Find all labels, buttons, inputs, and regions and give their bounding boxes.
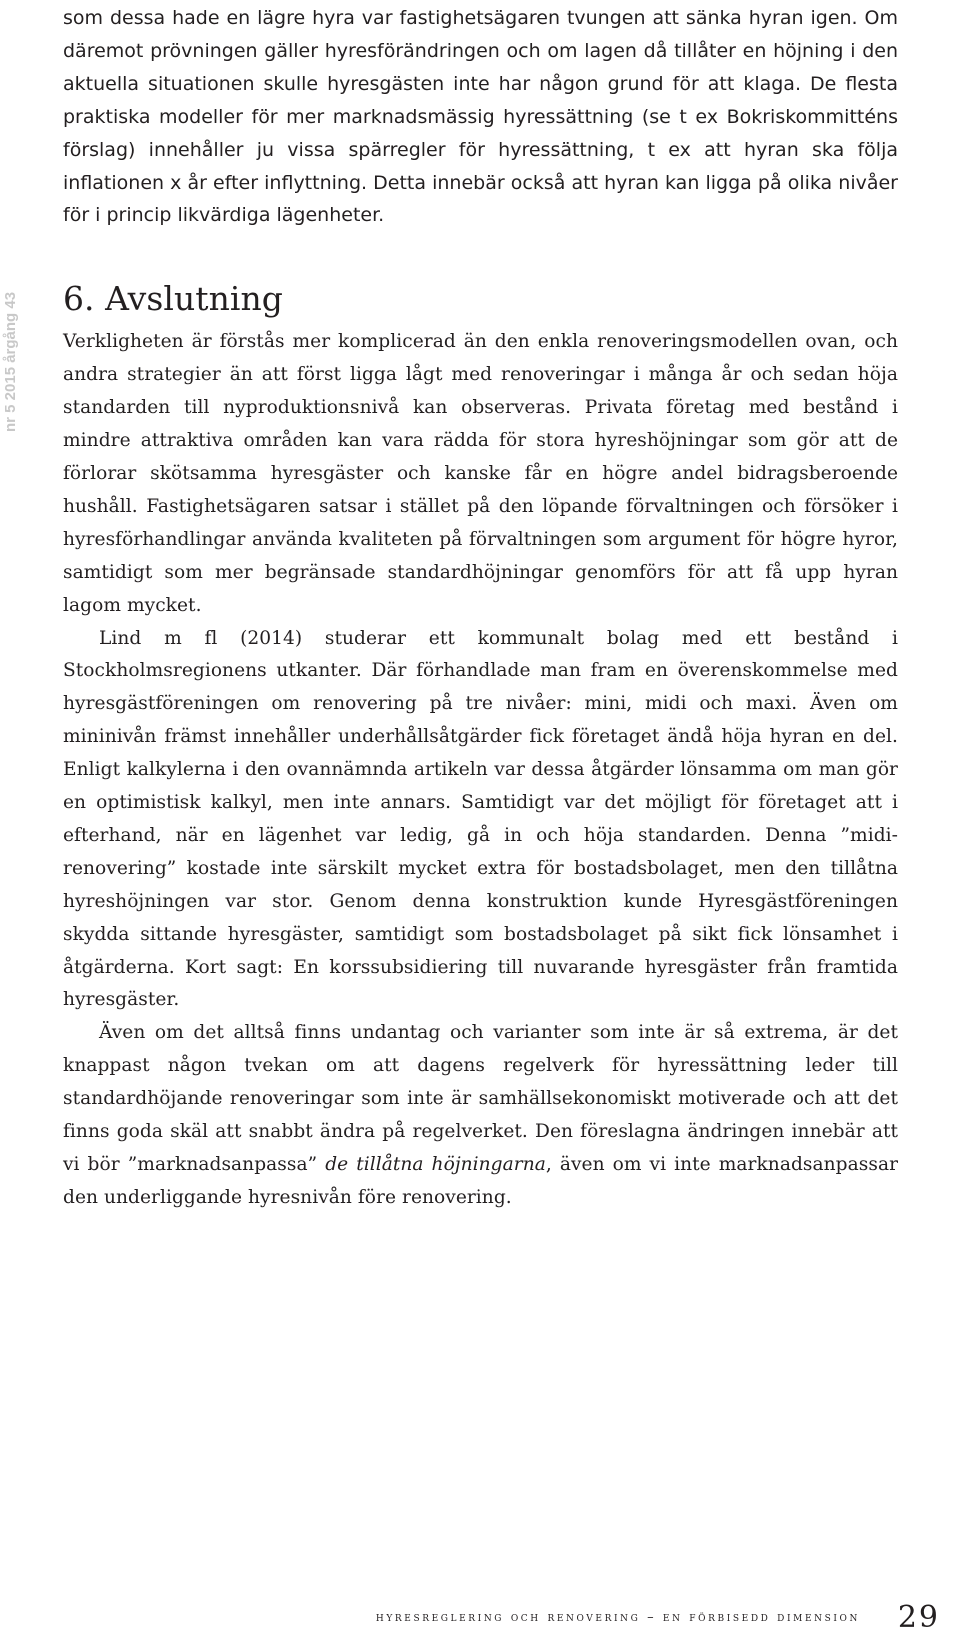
conclusion-paragraph-2: Lind m fl (2014) studerar ett kommunalt bolag med ett bestånd i Stockholmsregionens utkanter. Där förhandlade man fram en överenskommelse med hyresgästföreningen om renovering på tre nivåer: mini, midi och maxi. Även om mininivån främst innehåller underhållsåtgärder fick företaget ändå höja hyran en del. Enligt kalkylerna i den ovannämnda artikeln var dessa åtgärder lönsamma om man gör en optimistisk kalkyl, men inte annars. Samtidigt var det möjligt för företaget att i efterhand, när en lägenhet var ledig, gå in och höja standarden. Denna ”midi-renovering” kostade inte särskilt mycket extra för bostadsbolaget, men den tillåtna hyreshöjningen var stor. Genom denna konstruktion kunde Hyresgästföreningen skydda sittande hyresgäster, samtidigt som bostadsbolaget på sikt fick lönsamhet i åtgärderna. Kort sagt: En korssubsidiering till nuvarande hyresgäster från framtida hyresgäster. [63,627,898,1011]
intro-paragraph: som dessa hade en lägre hyra var fastighetsägaren tvungen att sänka hyran igen. Om däremot prövningen gäller hyresförändringen och om lagen då tillåter en höjning i den aktuella situationen skulle hyresgästen inte har någon grund för att klaga. De flesta praktiska modeller för mer marknadsmässig hyressättning (se t ex Bokriskommitténs förslag) innehåller ju vissa spärregler för hyressättning, t ex att hyran ska följa inflationen x år efter inflyttning. Detta innebär också att hyran kan ligga på olika nivåer för i princip likvärdiga lägenheter. [63,7,898,227]
paragraph-3-start: Även om det alltså finns undantag och varianter som inte är så extrema, är det knappast någon tvekan om att dagens regelverk för hyressättning leder till standardhöjande renoveringar som inte är samhällsekonomiskt motiverade och att det finns goda skäl att snabbt ändra på regelverket. Den föreslagna ändringen innebär att vi bör ”marknadsanpassa” [63,1022,898,1175]
running-footer-title: hyresreglering och renovering – en förbisedd dimension [375,1610,860,1625]
conclusion-paragraph-1: Verkligheten är förstås mer komplicerad än den enkla renoveringsmodellen ovan, och andra strategier än att först ligga lågt med renoveringar i många år och sedan höja standarden till nyproduktionsnivå kan observeras. Privata företag med bestånd i mindre attraktiva områden kan vara rädda för stora hyreshöjningar som gör att de förlorar skötsamma hyresgäster och kanske får en högre andel bidragsberoende hushåll. Fastighetsägaren satsar i stället på den löpande förvaltningen och försöker i hyresförhandlingar använda kvaliteten på förvaltningen som argument för högre hyror, samtidigt som mer begränsade standardhöjningar genomförs för att få upp hyran lagom mycket. [63,331,898,616]
section-heading: 6. Avslutning [63,279,283,319]
paragraph-3-end: , även om vi inte marknadsanpassar den underliggande hyresnivån före renovering. [63,1154,899,1208]
article-text-column [63,2,898,1215]
page-number: 29 [897,1600,940,1635]
paragraph-3-emphasis: de tillåtna höjningarna [325,1154,546,1175]
conclusion-paragraph-3 [63,1017,898,1214]
